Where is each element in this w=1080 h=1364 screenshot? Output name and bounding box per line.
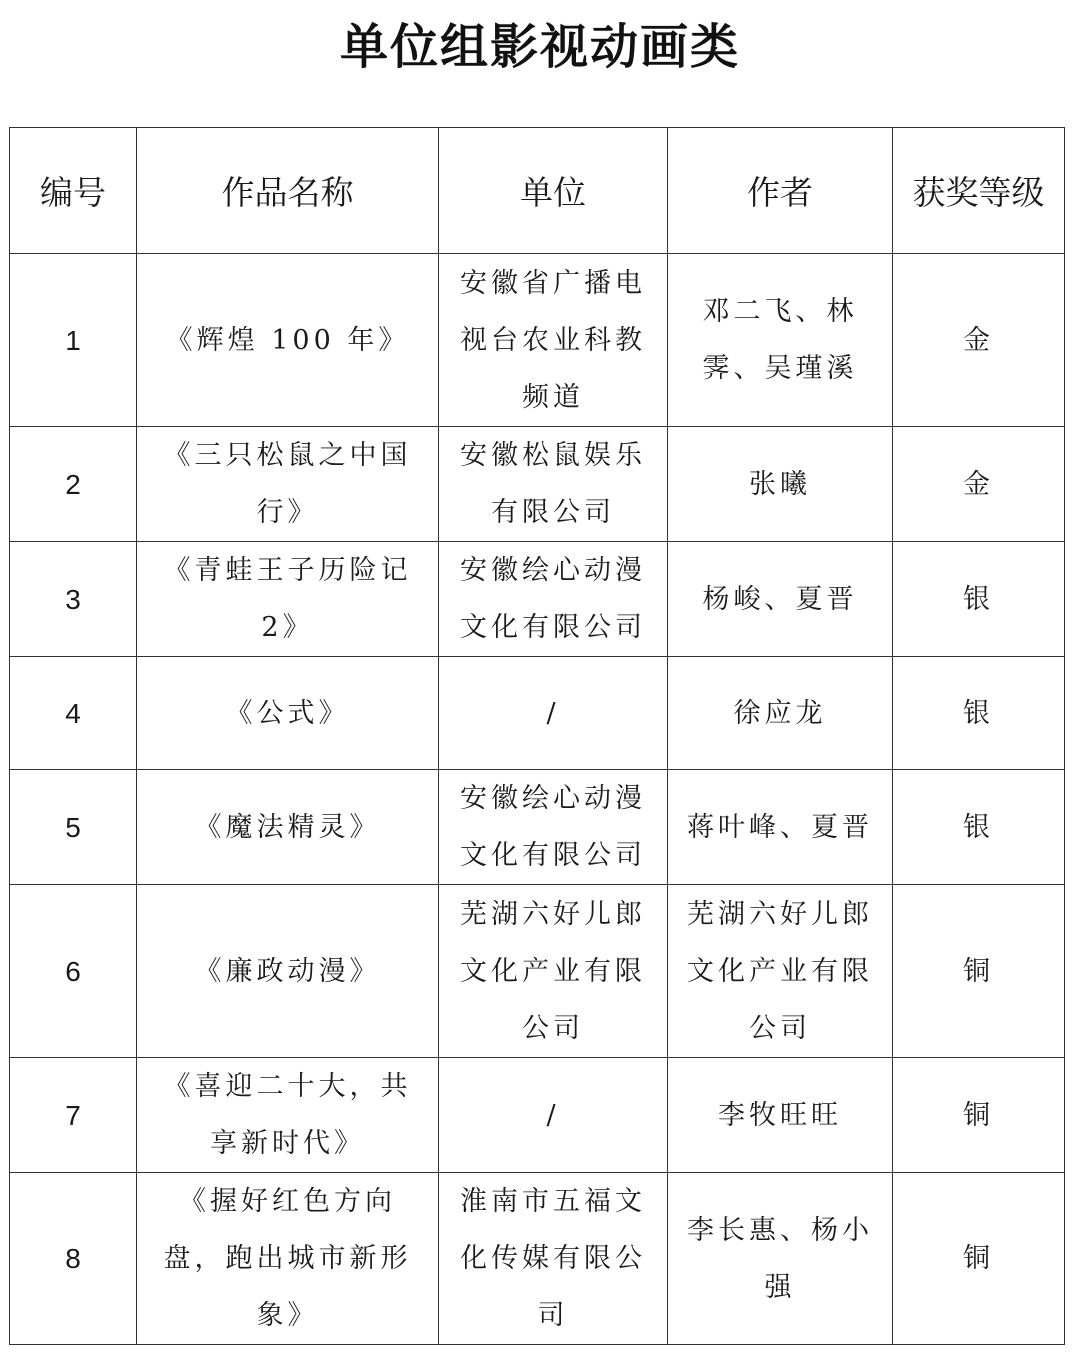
cell-work: 《青蛙王子历险记2》 <box>137 542 439 657</box>
cell-unit: 芜湖六好儿郎文化产业有限公司 <box>439 885 668 1058</box>
cell-award: 铜 <box>893 1173 1065 1345</box>
cell-unit: / <box>439 1058 668 1173</box>
cell-author: 李牧旺旺 <box>668 1058 893 1173</box>
cell-work: 《辉煌 100 年》 <box>137 254 439 427</box>
header-number: 编号 <box>10 128 137 254</box>
cell-number: 6 <box>10 885 137 1058</box>
table-row <box>10 254 1065 427</box>
cell-unit: 淮南市五福文化传媒有限公司 <box>439 1173 668 1345</box>
cell-work: 《握好红色方向盘，跑出城市新形象》 <box>137 1173 439 1345</box>
cell-award: 金 <box>893 254 1065 427</box>
cell-author: 芜湖六好儿郎文化产业有限公司 <box>668 885 893 1058</box>
cell-author: 徐应龙 <box>668 657 893 770</box>
cell-author: 邓二飞、林霁、吴瑾溪 <box>668 254 893 427</box>
cell-work: 《喜迎二十大，共享新时代》 <box>137 1058 439 1173</box>
cell-work: 《魔法精灵》 <box>137 770 439 885</box>
header-unit: 单位 <box>439 128 668 254</box>
table-row <box>10 1173 1065 1345</box>
cell-number: 2 <box>10 427 137 542</box>
table-row <box>10 885 1065 1058</box>
table-header-row <box>10 128 1065 254</box>
cell-unit: 安徽省广播电视台农业科教频道 <box>439 254 668 427</box>
cell-author: 李长惠、杨小强 <box>668 1173 893 1345</box>
table-row <box>10 542 1065 657</box>
page-title: 单位组影视动画类 <box>339 18 740 75</box>
table-row <box>10 657 1065 770</box>
table-row <box>10 427 1065 542</box>
cell-author: 张曦 <box>668 427 893 542</box>
cell-award: 金 <box>893 427 1065 542</box>
cell-award: 银 <box>893 770 1065 885</box>
cell-number: 5 <box>10 770 137 885</box>
cell-author: 杨峻、夏晋 <box>668 542 893 657</box>
cell-work: 《廉政动漫》 <box>137 885 439 1058</box>
awards-table <box>9 127 1065 1345</box>
table-row <box>10 770 1065 885</box>
cell-award: 铜 <box>893 885 1065 1058</box>
cell-number: 1 <box>10 254 137 427</box>
cell-award: 银 <box>893 542 1065 657</box>
cell-work: 《三只松鼠之中国行》 <box>137 427 439 542</box>
cell-unit: 安徽绘心动漫文化有限公司 <box>439 542 668 657</box>
table-row <box>10 1058 1065 1173</box>
header-author: 作者 <box>668 128 893 254</box>
header-award: 获奖等级 <box>893 128 1065 254</box>
cell-author: 蒋叶峰、夏晋 <box>668 770 893 885</box>
cell-number: 8 <box>10 1173 137 1345</box>
cell-unit: 安徽松鼠娱乐有限公司 <box>439 427 668 542</box>
cell-number: 3 <box>10 542 137 657</box>
cell-number: 4 <box>10 657 137 770</box>
cell-unit: 安徽绘心动漫文化有限公司 <box>439 770 668 885</box>
cell-unit: / <box>439 657 668 770</box>
cell-work: 《公式》 <box>137 657 439 770</box>
cell-award: 银 <box>893 657 1065 770</box>
header-work: 作品名称 <box>137 128 439 254</box>
cell-number: 7 <box>10 1058 137 1173</box>
cell-award: 铜 <box>893 1058 1065 1173</box>
